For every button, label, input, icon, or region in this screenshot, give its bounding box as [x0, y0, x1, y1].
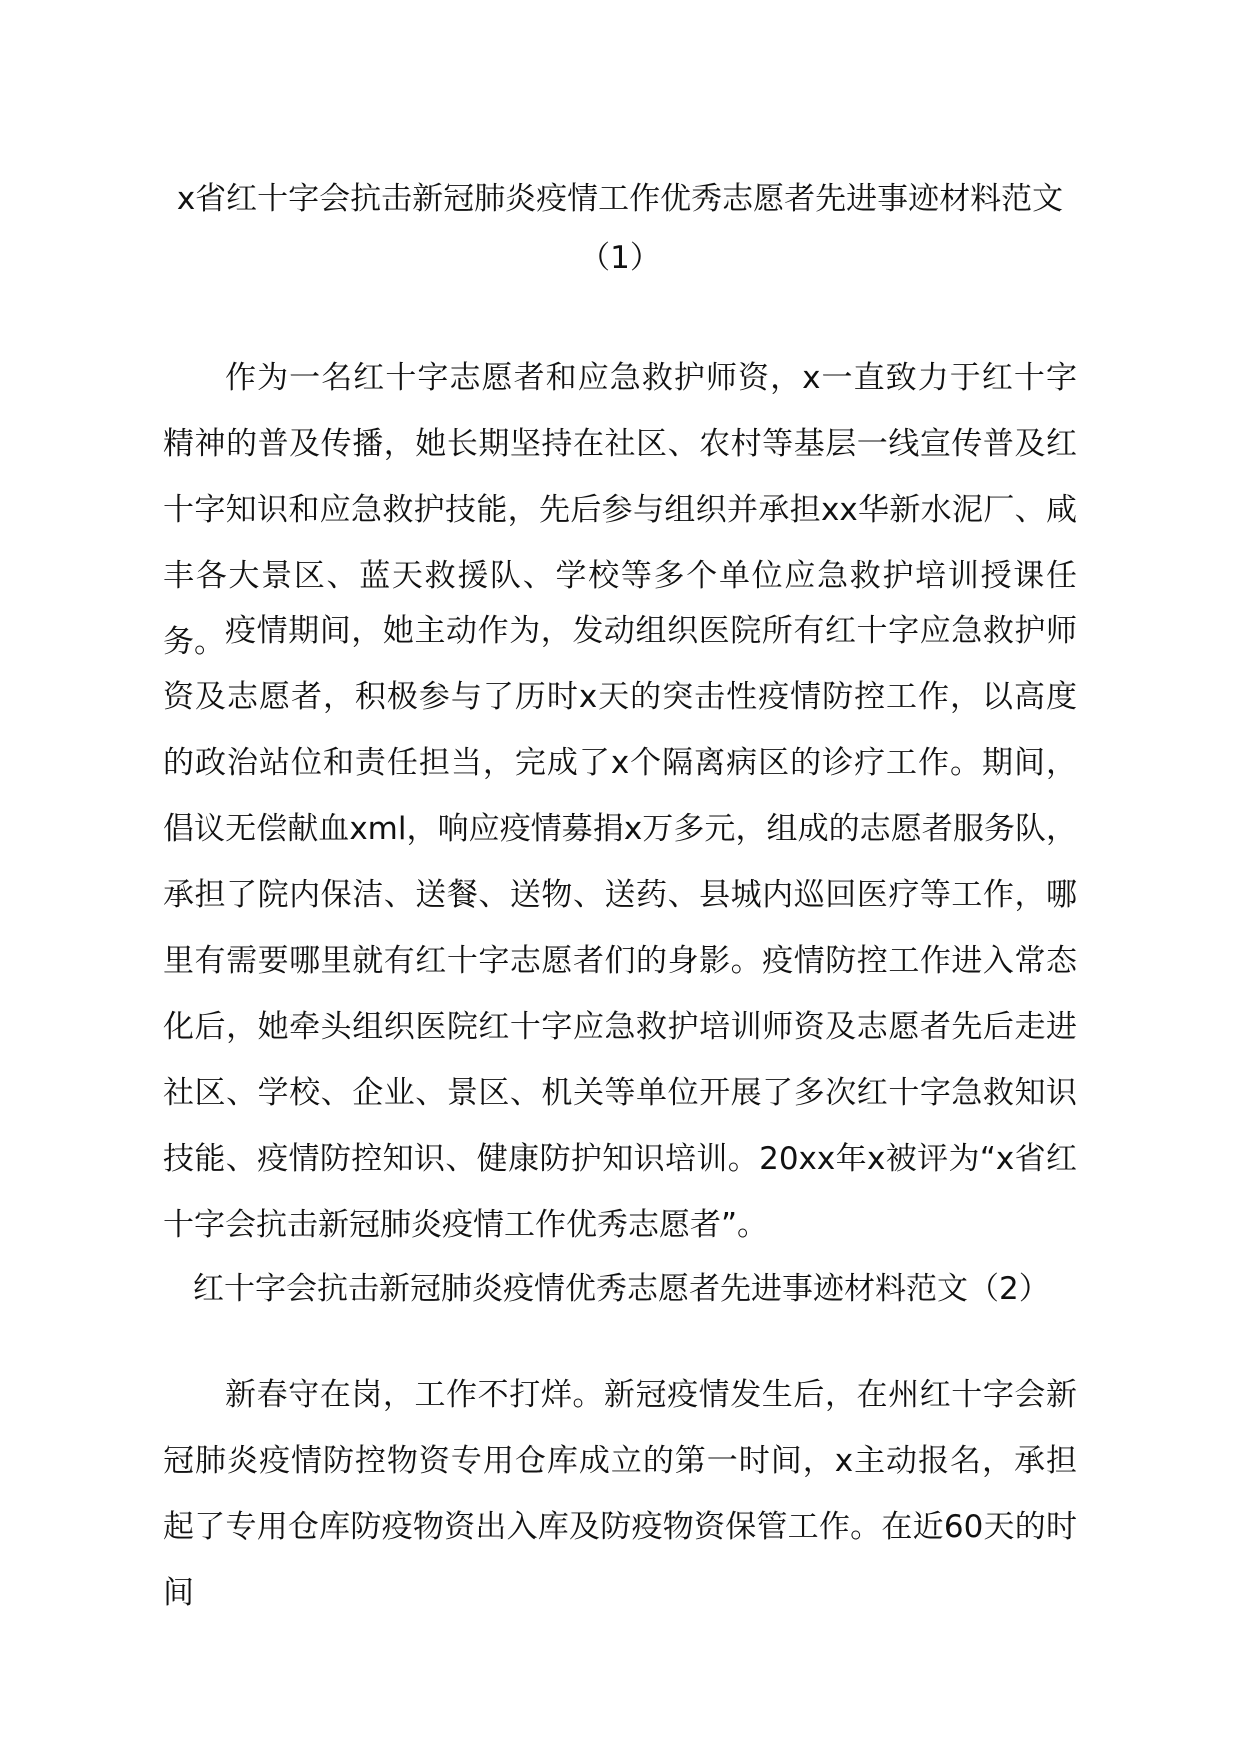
- document-title-1-line-2: （1）: [579, 240, 661, 276]
- paragraph-3: 新春守在岗，工作不打烊。新冠疫情发生后，在州红十字会新冠肺炎疫情防控物资专用仓库成立的第一时间，x主动报名，承担起了专用仓库防疫物资出入库及防疫物资保管工作。在近60天的时间: [163, 1377, 1077, 1611]
- document-title-2: 红十字会抗击新冠肺炎疫情优秀志愿者先进事迹材料范文（2）: [193, 1271, 1050, 1307]
- paragraph-2: 疫情期间，她主动作为，发动组织医院所有红十字应急救护师资及志愿者，积极参与了历时x天的突击性疫情防控工作，以高度的政治站位和责任担当，完成了x个隔离病区的诊疗工作。期间，倡议无偿献血xml，响应疫情募捐x万多元，组成的志愿者服务队，承担了院内保洁、送餐、送物、送药、县城内巡回医疗等工作，哪里有需要哪里就有红十字志愿者们的身影。疫情防控工作进入常态化后，她牵头组织医院红十字应急救护培训师资及志愿者先后走进社区、学校、企业、景区、机关等单位开展了多次红十字急救知识技能、疫情防控知识、健康防护知识培训。20xx年x被评为“x省红十字会抗击新冠肺炎疫情工作优秀志愿者”。: [163, 613, 1077, 1243]
- paragraph-1: 作为一名红十字志愿者和应急救护师资，x一直致力于红十字精神的普及传播，她长期坚持在社区、农村等基层一线宣传普及红十字知识和应急救护技能，先后参与组织并承担xx华新水泥厂、咸丰各大景区、蓝天救援队、学校等多个单位应急救护培训授课任务。: [163, 360, 1077, 660]
- document-title-1-line-1: x省红十字会抗击新冠肺炎疫情工作优秀志愿者先进事迹材料范文: [176, 181, 1064, 217]
